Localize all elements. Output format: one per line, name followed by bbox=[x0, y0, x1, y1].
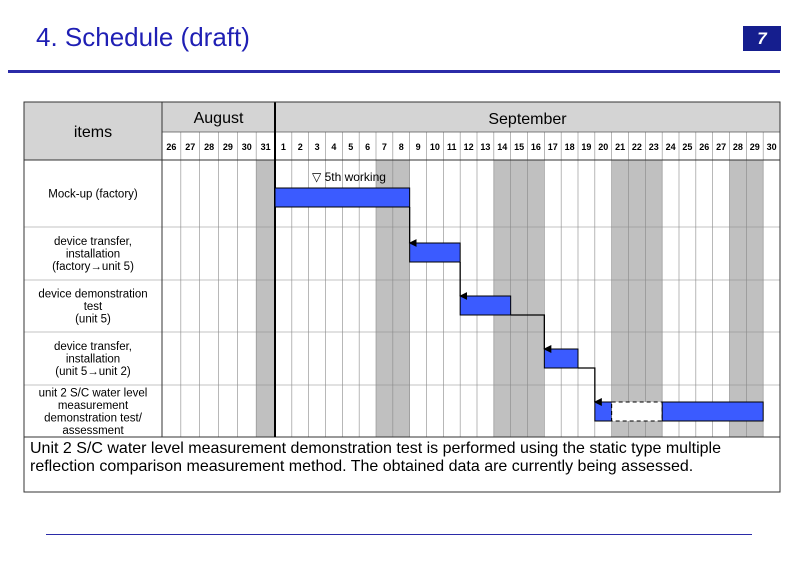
day-label: 9 bbox=[415, 142, 421, 152]
row-item-label: installation bbox=[65, 248, 121, 261]
day-label: 23 bbox=[648, 142, 659, 152]
row-item-label: installation bbox=[65, 353, 121, 366]
row-item-label: assessment bbox=[62, 424, 124, 437]
row-item-label: device transfer, bbox=[54, 341, 132, 353]
row-item-label: demonstration test/ bbox=[44, 412, 142, 425]
day-label: 2 bbox=[297, 142, 303, 152]
shaded-day-column bbox=[511, 160, 528, 437]
task-bar bbox=[460, 296, 511, 315]
day-label: 20 bbox=[598, 142, 609, 152]
task-bar bbox=[595, 402, 612, 421]
day-label: 3 bbox=[314, 142, 320, 152]
day-label: 5 bbox=[348, 142, 354, 152]
row-item-label: (factory→unit 5) bbox=[52, 261, 134, 273]
task-bar-planned bbox=[612, 402, 663, 421]
day-label: 6 bbox=[365, 142, 371, 152]
day-label: 15 bbox=[514, 142, 525, 152]
day-label: 26 bbox=[699, 142, 710, 152]
day-label: 12 bbox=[463, 142, 474, 152]
month-label-august: August bbox=[193, 110, 244, 127]
day-label: 28 bbox=[732, 142, 743, 152]
day-label: 8 bbox=[398, 142, 404, 152]
day-label: 30 bbox=[766, 142, 777, 152]
day-label: 11 bbox=[446, 142, 457, 152]
task-bar bbox=[544, 349, 578, 368]
day-label: 27 bbox=[716, 142, 727, 152]
day-label: 27 bbox=[185, 142, 196, 152]
row-item-label: (unit 5) bbox=[75, 313, 111, 326]
day-label: 10 bbox=[429, 142, 440, 152]
day-label: 31 bbox=[260, 142, 271, 152]
row-item-label: Mock-up (factory) bbox=[48, 188, 138, 201]
page-number-badge: 7 bbox=[743, 26, 781, 51]
month-label-september: September bbox=[488, 111, 567, 128]
day-label: 26 bbox=[166, 142, 177, 152]
shaded-day-column bbox=[645, 160, 662, 437]
day-label: 29 bbox=[222, 142, 233, 152]
footer-divider bbox=[46, 534, 752, 535]
task-bar bbox=[275, 188, 410, 207]
footnote-text: Unit 2 S/C water level measurement demonstration test is performed using the static type multiple reflection comparison measurement method. The obtained data are currently being assessed. bbox=[30, 440, 721, 475]
items-header-label: items bbox=[73, 124, 113, 141]
day-label: 13 bbox=[480, 142, 491, 152]
row-item-label: device transfer, bbox=[54, 236, 132, 248]
shaded-day-column bbox=[746, 160, 763, 437]
row-item-label: test bbox=[83, 301, 103, 313]
slide-title: 4. Schedule (draft) bbox=[36, 22, 250, 52]
shaded-day-column bbox=[528, 160, 545, 437]
day-label: 24 bbox=[665, 142, 676, 152]
day-label: 28 bbox=[204, 142, 215, 152]
row-item-label: measurement bbox=[57, 399, 129, 412]
shaded-day-column bbox=[730, 160, 747, 437]
shaded-day-column bbox=[612, 160, 629, 437]
annotation-5th-working: ▽ 5th working bbox=[312, 170, 386, 184]
day-label: 19 bbox=[581, 142, 592, 152]
day-label: 25 bbox=[682, 142, 693, 152]
row-item-label: device demonstration bbox=[38, 288, 148, 301]
day-label: 22 bbox=[631, 142, 642, 152]
day-label: 7 bbox=[381, 142, 387, 152]
day-label: 14 bbox=[497, 142, 508, 152]
day-label: 18 bbox=[564, 142, 575, 152]
day-label: 21 bbox=[615, 142, 626, 152]
task-bar bbox=[662, 402, 763, 421]
day-label: 29 bbox=[749, 142, 760, 152]
day-label: 16 bbox=[530, 142, 541, 152]
day-label: 1 bbox=[280, 142, 286, 152]
day-label: 4 bbox=[331, 142, 337, 152]
row-item-label: unit 2 S/C water level bbox=[38, 387, 148, 400]
task-bar bbox=[410, 243, 461, 262]
shaded-day-column bbox=[256, 160, 275, 437]
day-label: 30 bbox=[241, 142, 252, 152]
month-header-row bbox=[162, 102, 780, 132]
day-label: 17 bbox=[547, 142, 558, 152]
shaded-day-column bbox=[629, 160, 646, 437]
row-item-label: (unit 5→unit 2) bbox=[55, 366, 131, 378]
